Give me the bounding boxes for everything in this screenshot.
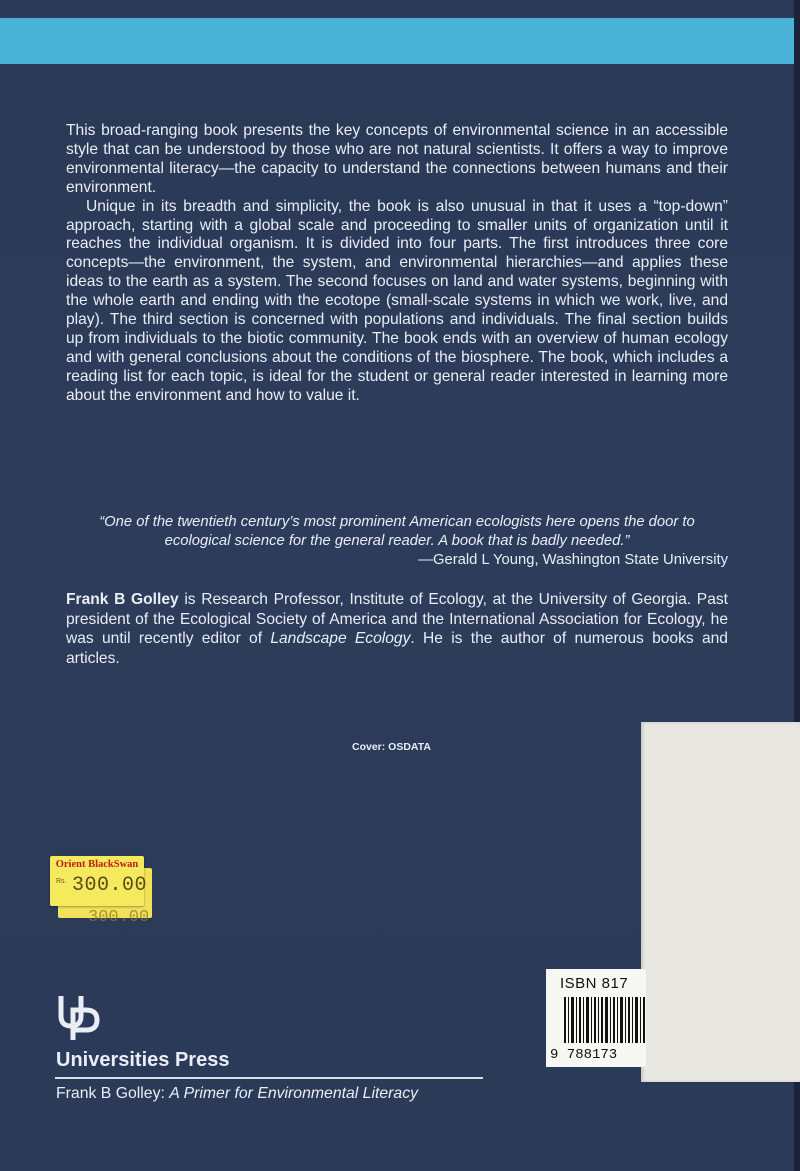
- publisher-name: Universities Press: [56, 1049, 230, 1071]
- sticker-brand: Orient BlackSwan: [52, 858, 142, 872]
- torn-sticker-patch: [641, 722, 800, 1082]
- isbn-label: ISBN 817: [560, 975, 629, 992]
- barcode-icon: [564, 997, 646, 1043]
- isbn-barcode-box: [546, 969, 646, 1067]
- review-quote: [66, 513, 728, 570]
- price-sticker-label: [50, 856, 148, 906]
- bio-text-part-1: is Research Professor, Institute of Ecology, at the University of Georgia. Past president of the Ecological Society of America and the International Association for Ecology, he was until recently editor of: [66, 591, 729, 647]
- price-ghost-text: 300.00: [88, 908, 150, 927]
- cover-credit: Cover: OSDATA: [352, 741, 431, 753]
- isbn-digits: 9 788173: [550, 1047, 618, 1063]
- quote-text: “One of the twentieth century’s most prominent American ecologists here opens the door to ecological science for the general reader. A book that is badly needed.”: [99, 514, 695, 549]
- bio-journal-title: Landscape Ecology: [270, 630, 411, 647]
- top-color-stripe: [0, 18, 800, 64]
- up-logo-icon: [56, 996, 100, 1040]
- author-bio: [66, 590, 728, 668]
- book-description: [66, 122, 728, 406]
- divider: [55, 1077, 483, 1079]
- book-title: A Primer for Environmental Literacy: [169, 1085, 418, 1102]
- description-paragraph-1: This broad-ranging book presents the key concepts of environmental science in an accessible style that can be understood by those who are not natural scientists. It offers a way to improve environmental literacy—the capacity to understand the connections between humans and their environment.: [66, 122, 728, 196]
- author-name: Frank B Golley: [66, 591, 179, 608]
- author-title-line: [56, 1085, 418, 1103]
- price-sticker: [50, 856, 152, 927]
- bio-text-part-2: . He is the author of numerous books and articles.: [66, 630, 728, 667]
- author-credit: Frank B Golley:: [56, 1085, 170, 1102]
- description-paragraph-2: Unique in its breadth and simplicity, the book is also unusual in that it uses a “top-down” approach, starting with a global scale and proceeding to smaller units of organization until it reaches the individual organism. It is divided into four parts. The first introduces three core concepts—the environment, the system, and environmental hierarchies—and applies these ideas to the earth as a system. The second focuses on land and water systems, beginning with the whole earth and ending with the ecotope (small-scale systems in which we work, live, and play). The third section is concerned with populations and individuals. The final section builds up from individuals to the biotic community. The book ends with an overview of human ecology and with general conclusions about the conditions of the biosphere. The book, which includes a reading list for each topic, is ideal for the student or general reader interested in learning more about the environment and how to value it.: [66, 197, 728, 404]
- price-value: 300.00: [72, 874, 148, 897]
- quote-attribution: —Gerald L Young, Washington State University: [418, 552, 728, 568]
- currency-label: Rs.: [56, 878, 67, 885]
